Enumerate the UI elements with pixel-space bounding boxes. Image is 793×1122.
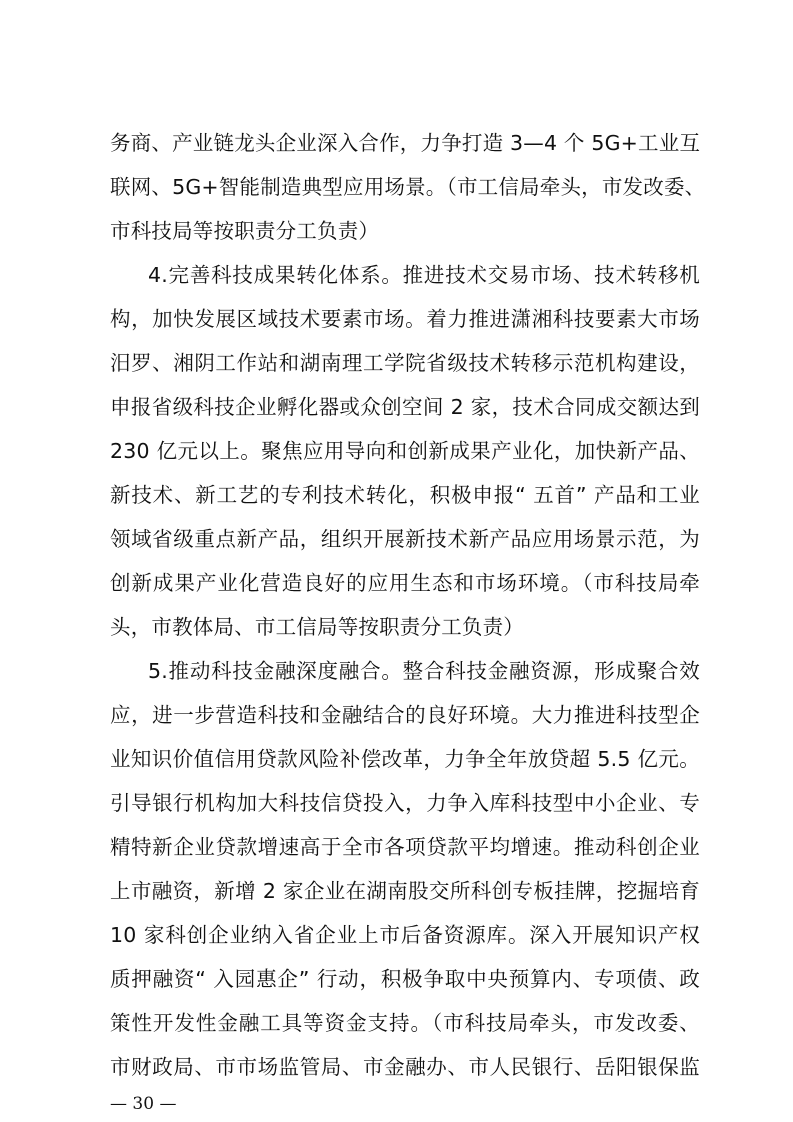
body-text-line: 创新成果产业化营造良好的应用生态和市场环境。（市科技局牵 (110, 571, 700, 595)
section-heading-line: 5.推动科技金融深度融合。整合科技金融资源，形成聚合效 (148, 659, 700, 683)
body-text-line: 市科技局等按职责分工负责） (110, 219, 380, 243)
body-text-line: 务商、产业链龙头企业深入合作，力争打造 3—4 个 5G+工业互 (110, 131, 701, 155)
body-text-line: 230 亿元以上。聚焦应用导向和创新成果产业化，加快新产品、 (110, 439, 700, 463)
body-text-line: 10 家科创企业纳入省企业上市后备资源库。深入开展知识产权 (110, 923, 700, 947)
body-text-line: 申报省级科技企业孵化器或众创空间 2 家，技术合同成交额达到 (110, 395, 700, 419)
page-number: — 30 — (110, 1094, 177, 1114)
body-text-line: 上市融资，新增 2 家企业在湖南股交所科创专板挂牌，挖掘培育 (110, 879, 700, 903)
body-text-line: 引导银行机构加大科技信贷投入，力争入库科技型中小企业、专 (110, 791, 700, 815)
section-heading-line: 4.完善科技成果转化体系。推进技术交易市场、技术转移机 (148, 263, 700, 287)
body-text-line: 构，加快发展区域技术要素市场。着力推进潇湘科技要素大市场 (110, 307, 700, 331)
body-text-line: 精特新企业贷款增速高于全市各项贷款平均增速。推动科创企业 (110, 835, 700, 859)
body-text-line: 头，市教体局、市工信局等按职责分工负责） (110, 615, 524, 639)
body-text-line: 市财政局、市市场监管局、市金融办、市人民银行、岳阳银保监 (110, 1055, 700, 1079)
body-text-line: 应，进一步营造科技和金融结合的良好环境。大力推进科技型企 (110, 703, 700, 727)
body-text-line: 领域省级重点新产品，组织开展新技术新产品应用场景示范，为 (110, 527, 700, 551)
body-text-line: 新技术、新工艺的专利技术转化，积极申报“ 五首” 产品和工业 (110, 483, 700, 507)
body-text-line: 汨罗、湘阴工作站和湖南理工学院省级技术转移示范机构建设， (110, 351, 700, 375)
body-text-line: 策性开发性金融工具等资金支持。（市科技局牵头，市发改委、 (110, 1011, 700, 1035)
body-text-line: 业知识价值信用贷款风险补偿改革，力争全年放贷超 5.5 亿元。 (110, 747, 700, 771)
body-text-line: 联网、5G+智能制造典型应用场景。（市工信局牵头，市发改委、 (110, 175, 706, 199)
body-text-line: 质押融资“ 入园惠企” 行动，积极争取中央预算内、专项债、政 (110, 967, 700, 991)
